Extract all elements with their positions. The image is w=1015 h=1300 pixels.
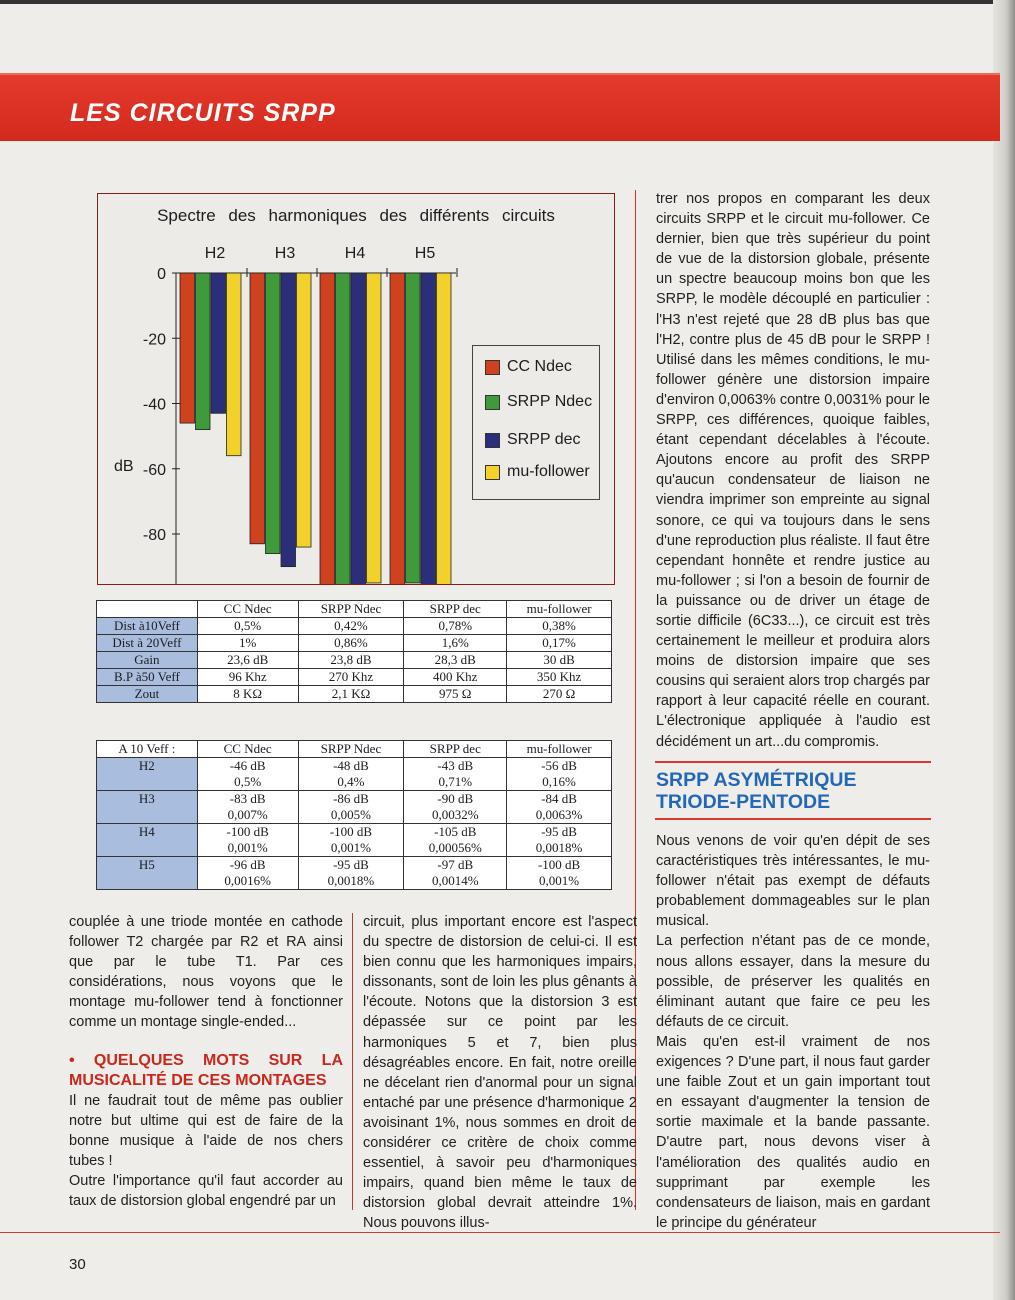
- row-label: Dist à 20Veff: [97, 635, 198, 652]
- bar-h4-cc-ndec: [320, 273, 335, 584]
- row-label: H3: [97, 791, 198, 824]
- section-title: LES CIRCUITS SRPP: [70, 99, 336, 127]
- table-cell: 0,0032%: [404, 807, 507, 824]
- table-cell: 0,78%: [404, 618, 507, 635]
- table-header-cell: A 10 Veff :: [97, 741, 198, 758]
- legend-item-cc-ndec: [485, 355, 572, 379]
- table-cell: -105 dB: [404, 824, 507, 841]
- y-tick-label: 0: [157, 266, 166, 283]
- table-cell: -100 dB: [197, 824, 298, 841]
- paragraph: Il ne faudrait tout de même pas oublier notre but ultime qui est de faire de la bonne musique à l'aide de nos chers tubes !: [69, 1092, 343, 1169]
- paragraph: Mais qu'en est-il vraiment de nos exigences ? D'une part, il nous faut garder une faible Zout et un gain important tout en essayant d'augmenter la tension de sortie maximale et la bande passante. D'autre part, nous devons viser à l'amélioration des qualités audio en supprimant par exemple les condensateurs de liaison, mais en gardant le principe du générateur: [656, 1033, 930, 1231]
- characteristics-table: [96, 600, 612, 703]
- table-cell: 0,16%: [507, 774, 612, 791]
- legend-item-srpp-dec: [485, 428, 581, 452]
- harmonics-table: [96, 740, 612, 890]
- x-tick-label-h3: H3: [274, 245, 296, 262]
- table-cell: 0,001%: [507, 873, 612, 890]
- page-number: 30: [69, 1256, 86, 1273]
- table-cell: 0,0016%: [197, 873, 298, 890]
- table-cell: 0,38%: [507, 618, 612, 635]
- table-cell: 270 Ω: [507, 686, 612, 703]
- table-header-cell: SRPP dec: [404, 601, 507, 618]
- legend-item-mu-follower: [485, 460, 590, 484]
- table-cell: -84 dB: [507, 791, 612, 808]
- table-header-cell: SRPP Ndec: [298, 601, 404, 618]
- paragraph: La perfection n'étant pas de ce monde, nous allons essayer, dans la mesure du possible, de préserver les qualités en éliminant autant que faire ce peu les défauts de ce circuit.: [656, 933, 930, 1030]
- table-header-cell: SRPP Ndec: [298, 741, 404, 758]
- table-cell: 0,001%: [197, 840, 298, 857]
- legend-swatch-cc-ndec: [485, 360, 500, 375]
- table-header-cell: SRPP dec: [404, 741, 507, 758]
- table-cell: -86 dB: [298, 791, 404, 808]
- legend-label: mu-follower: [507, 463, 590, 480]
- table-header-row: [97, 741, 612, 758]
- bar-h3-cc-ndec: [250, 273, 265, 544]
- y-axis-label: dB: [114, 457, 134, 475]
- row-label: Zout: [97, 686, 198, 703]
- y-tick-label: -80: [142, 527, 166, 545]
- table-row: [97, 618, 612, 635]
- footer-rule: [0, 1232, 1000, 1233]
- table-cell: -96 dB: [197, 857, 298, 874]
- bar-h3-mu-follower: [297, 273, 312, 547]
- table-cell: 0,86%: [298, 635, 404, 652]
- article-column-3-continued: [656, 831, 930, 1233]
- table-cell: 0,0063%: [507, 807, 612, 824]
- bar-h3-srpp-dec: [281, 273, 296, 567]
- section-banner: [0, 73, 1000, 141]
- table-cell: 0,17%: [507, 635, 612, 652]
- bar-h2-mu-follower: [227, 273, 242, 456]
- legend-label: CC Ndec: [507, 358, 572, 375]
- table-header-cell: mu-follower: [507, 601, 612, 618]
- page-fold-shadow: [993, 0, 1015, 1300]
- table-cell: 0,5%: [197, 618, 298, 635]
- table-cell: 8 KΩ: [197, 686, 298, 703]
- harmonic-spectrum-chart: [97, 193, 615, 585]
- table-row: [97, 635, 612, 652]
- heading-rule-bottom: [655, 818, 931, 820]
- legend-label: SRPP Ndec: [507, 393, 593, 410]
- table-cell: -97 dB: [404, 857, 507, 874]
- table-cell: 0,0014%: [404, 873, 507, 890]
- table-cell: 0,007%: [197, 807, 298, 824]
- table-header-row: [97, 601, 612, 618]
- table-cell: 0,005%: [298, 807, 404, 824]
- table-cell: 30 dB: [507, 652, 612, 669]
- legend-swatch-srpp-dec: [485, 433, 500, 448]
- table-row: [97, 669, 612, 686]
- bar-h5-cc-ndec: [390, 273, 405, 584]
- table-row: [97, 686, 612, 703]
- chart-legend: [472, 345, 600, 500]
- table-cell: 1%: [197, 635, 298, 652]
- article-column-2: [363, 912, 637, 1234]
- bar-h3-srpp-ndec: [266, 273, 281, 554]
- bar-h2-cc-ndec: [180, 273, 195, 423]
- subsection-heading: • QUELQUES MOTS SUR LA MUSICALITÉ DE CES MONTAGES: [69, 1051, 343, 1089]
- legend-swatch-mu-follower: [485, 465, 500, 480]
- row-label: Gain: [97, 652, 198, 669]
- table-cell: 0,42%: [298, 618, 404, 635]
- row-label: B.P à50 Veff: [97, 669, 198, 686]
- bar-h5-srpp-ndec: [406, 273, 421, 583]
- bar-h5-mu-follower: [437, 273, 452, 584]
- paragraph: circuit, plus important encore est l'aspect du spectre de distorsion de celui-ci. Il est bien connu que les harmoniques impairs, dissonants, sont de loin les plus gênants à l'écoute. Notons que la distorsion 3 est dépassée sur ce point par les harmoniques 5 et 7, bien plus désagréables encore. En fait, notre oreille ne décelant rien d'anormal pour un signal entaché par une présence d'harmonique 2 avoisinant 1%, nous sommes en droit de considérer ce critère de choix comme essentiel, à savoir peu d'harmoniques impairs, quand bien même le taux de distorsion global devrait atteindre 1%. Nous pouvons illus-: [363, 914, 637, 1232]
- table-cell: 23,6 dB: [197, 652, 298, 669]
- table-cell: -95 dB: [507, 824, 612, 841]
- legend-item-srpp-ndec: [485, 390, 592, 414]
- table-cell: 0,71%: [404, 774, 507, 791]
- legend-label: SRPP dec: [507, 431, 581, 448]
- paragraph: Nous venons de voir qu'en dépit de ses caractéristiques très intéressantes, le mu-follower n'était pas exempt de défauts probablement dommageables sur le plan musical.: [656, 833, 930, 930]
- x-tick-label-h2: H2: [204, 245, 226, 262]
- table-cell: -100 dB: [298, 824, 404, 841]
- table-cell: 2,1 KΩ: [298, 686, 404, 703]
- table-cell: 0,0018%: [298, 873, 404, 890]
- table-cell: 0,001%: [298, 840, 404, 857]
- paragraph: Outre l'importance qu'il faut accorder au taux de distorsion global engendré par un: [69, 1172, 343, 1210]
- legend-swatch-srpp-ndec: [485, 395, 500, 410]
- table-row: [97, 857, 612, 874]
- table-header-cell: CC Ndec: [197, 601, 298, 618]
- row-label: H2: [97, 758, 198, 791]
- table-cell: 975 Ω: [404, 686, 507, 703]
- paragraph: couplée à une triode montée en cathode follower T2 chargée par R2 et RA ainsi que par le tube T1. Par ces considérations, nous voyons que le montage mu-follower tend à fonctionner comme un montage single-ended...: [69, 914, 343, 1031]
- row-label: Dist à10Veff: [97, 618, 198, 635]
- table-row: [97, 824, 612, 841]
- table-cell: -48 dB: [298, 758, 404, 775]
- table-header-cell: [97, 601, 198, 618]
- bar-h4-srpp-dec: [351, 273, 366, 584]
- table-cell: 1,6%: [404, 635, 507, 652]
- table-cell: 350 Khz: [507, 669, 612, 686]
- paragraph: trer nos propos en comparant les deux circuits SRPP et le circuit mu-follower. Ce dernier, bien que très supérieur du point de vue de la distorsion globale, présente un spectre beaucoup moins bon que les SRPP, le modèle découplé en particulier : l'H3 n'est rejeté que 28 dB plus bas que l'H2, contre plus de 45 dB pour le SRPP ! Utilisé dans les mêmes conditions, le mu-follower génère une distorsion impaire d'environ 0,0063% contre 0,0031% pour le SRPP, ces différences, quoique faibles, étant cependant décelables à l'écoute. Ajoutons encore au profit des SRPP qu'aucun condensateur de liaison ne viendra imprimer son empreinte au signal sonore, ce qui va toujours dans le sens d'une reproduction plus réaliste. Il faut être cependant honnête et rendre justice au mu-follower ; si l'on a besoin de fournir de la puissance ou de driver un étage de sortie difficile (6C33...), ce circuit est très certainement le meilleur et produira alors moins de distorsion impaire que ses cousins qui seraient alors trop chargés par rapport à leur capacité réelle en courant. L'électronique appliquée à l'audio est décidément un art...du compromis.: [656, 191, 930, 750]
- table-cell: -43 dB: [404, 758, 507, 775]
- table-cell: 0,4%: [298, 774, 404, 791]
- table-cell: 270 Khz: [298, 669, 404, 686]
- article-column-1: [69, 912, 343, 1211]
- table-cell: -90 dB: [404, 791, 507, 808]
- table-row: [97, 791, 612, 808]
- table-cell: 23,8 dB: [298, 652, 404, 669]
- bar-h2-srpp-dec: [211, 273, 226, 413]
- row-label: H5: [97, 857, 198, 890]
- table-cell: 96 Khz: [197, 669, 298, 686]
- y-tick-label: -20: [142, 331, 166, 349]
- x-tick-label-h4: H4: [344, 245, 366, 262]
- bar-h4-mu-follower: [367, 273, 382, 583]
- table-cell: 0,00056%: [404, 840, 507, 857]
- section-heading: SRPP ASYMÉTRIQUE TRIODE-PENTODE: [656, 769, 857, 813]
- table-cell: -95 dB: [298, 857, 404, 874]
- heading-rule-top: [655, 761, 931, 763]
- bar-h2-srpp-ndec: [196, 273, 211, 430]
- table-header-cell: mu-follower: [507, 741, 612, 758]
- top-edge-line: [0, 0, 1015, 4]
- article-column-3: [656, 189, 930, 752]
- y-tick-label: -40: [142, 396, 166, 414]
- column-divider: [352, 913, 353, 1210]
- table-header-cell: CC Ndec: [197, 741, 298, 758]
- bar-h4-srpp-ndec: [336, 273, 351, 584]
- table-cell: -100 dB: [507, 857, 612, 874]
- table-cell: 28,3 dB: [404, 652, 507, 669]
- table-cell: 400 Khz: [404, 669, 507, 686]
- table-row: [97, 758, 612, 775]
- table-cell: -56 dB: [507, 758, 612, 775]
- row-label: H4: [97, 824, 198, 857]
- y-tick-label: -60: [142, 461, 166, 479]
- chart-title: Spectre des harmoniques des différents circuits: [157, 206, 555, 225]
- table-cell: 0,0018%: [507, 840, 612, 857]
- table-cell: 0,5%: [197, 774, 298, 791]
- bar-h5-srpp-dec: [421, 273, 436, 584]
- table-cell: -46 dB: [197, 758, 298, 775]
- table-cell: -83 dB: [197, 791, 298, 808]
- table-row: [97, 652, 612, 669]
- x-tick-label-h5: H5: [414, 245, 436, 262]
